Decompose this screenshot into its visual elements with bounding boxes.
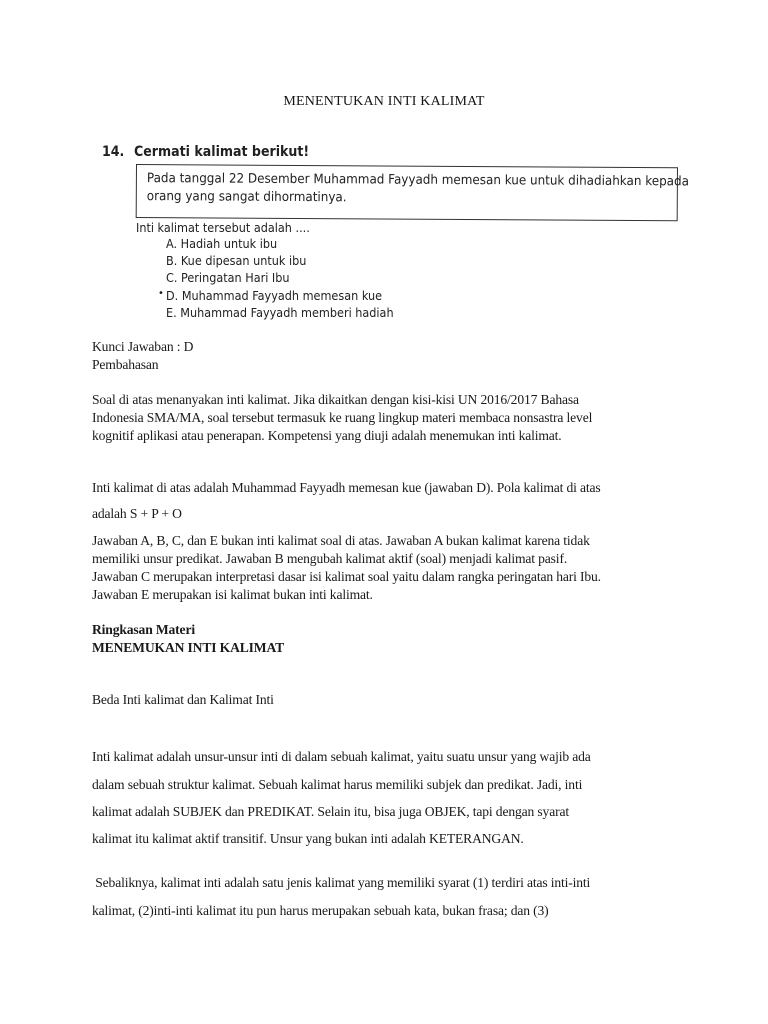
paragraph-line: memiliki unsur predikat. Jawaban B mengubah kalimat aktif (soal) menjadi kalimat pasif. [92, 551, 568, 566]
answer-key: Kunci Jawaban : D [92, 339, 194, 354]
question-sentence-line: Pada tanggal 22 Desember Muhammad Fayyadh memesan kue untuk dihadiahkan kepada [146, 171, 689, 190]
paragraph-line: kalimat, (2)inti-inti kalimat itu pun harus merupakan sebuah kata, bukan frasa; dan (3) [92, 903, 549, 918]
paragraph-line: Sebaliknya, kalimat inti adalah satu jenis kalimat yang memiliki syarat (1) terdiri atas inti-inti [92, 875, 591, 890]
question-sentence-box [136, 164, 689, 221]
paragraph-line: Inti kalimat adalah unsur-unsur inti di dalam sebuah kalimat, yaitu suatu unsur yang wajib ada [92, 749, 591, 764]
paragraph-line: Indonesia SMA/MA, soal tersebut termasuk ke ruang lingkup materi membaca nonsastra level [92, 410, 593, 425]
question-stem: Inti kalimat tersebut adalah .... [136, 220, 310, 235]
summary-title: MENEMUKAN INTI KALIMAT [92, 640, 285, 655]
option-d: D. Muhammad Fayyadh memesan kue [166, 288, 383, 303]
question-scan [92, 136, 692, 326]
option-e: E. Muhammad Fayyadh memberi hadiah [166, 305, 394, 320]
difference-line: Beda Inti kalimat dan Kalimat Inti [92, 692, 274, 707]
option-b: B. Kue dipesan untuk ibu [166, 253, 307, 268]
discussion-label: Pembahasan [92, 357, 159, 372]
paragraph-line: Soal di atas menanyakan inti kalimat. Jika dikaitkan dengan kisi-kisi UN 2016/2017 Bahasa [92, 392, 579, 407]
summary-heading: Ringkasan Materi [92, 622, 195, 637]
question-sentence-line: orang yang sangat dihormatinya. [146, 189, 347, 206]
answer-mark: • [158, 288, 164, 299]
paragraph-line: kalimat itu kalimat aktif transitif. Unsur yang bukan inti adalah KETERANGAN. [92, 831, 524, 846]
option-a: A. Hadiah untuk ibu [166, 236, 278, 251]
paragraph-line: Jawaban E merupakan isi kalimat bukan inti kalimat. [92, 587, 373, 602]
question-heading: Cermati kalimat berikut! [134, 144, 310, 160]
paragraph-line: dalam sebuah struktur kalimat. Sebuah kalimat harus memiliki subjek dan predikat. Jadi, inti [92, 777, 583, 792]
paragraph-line: Inti kalimat di atas adalah Muhammad Fayyadh memesan kue (jawaban D). Pola kalimat di atas [92, 480, 601, 495]
paragraph-line: Jawaban C merupakan interpretasi dasar isi kalimat soal yaitu dalam rangka peringatan hari Ibu. [92, 569, 601, 584]
option-c: C. Peringatan Hari Ibu [166, 270, 290, 285]
question-number: 14. [102, 144, 125, 160]
paragraph-line: kalimat adalah SUBJEK dan PREDIKAT. Selain itu, bisa juga OBJEK, tapi dengan syarat [92, 804, 569, 819]
paragraph-line: adalah S + P + O [92, 506, 182, 521]
document-title: MENENTUKAN INTI KALIMAT [283, 94, 485, 109]
paragraph-line: Jawaban A, B, C, dan E bukan inti kalimat soal di atas. Jawaban A bukan kalimat karena tidak [92, 533, 590, 548]
paragraph-line: kognitif aplikasi atau penerapan. Kompetensi yang diuji adalah menemukan inti kalimat. [92, 428, 562, 443]
